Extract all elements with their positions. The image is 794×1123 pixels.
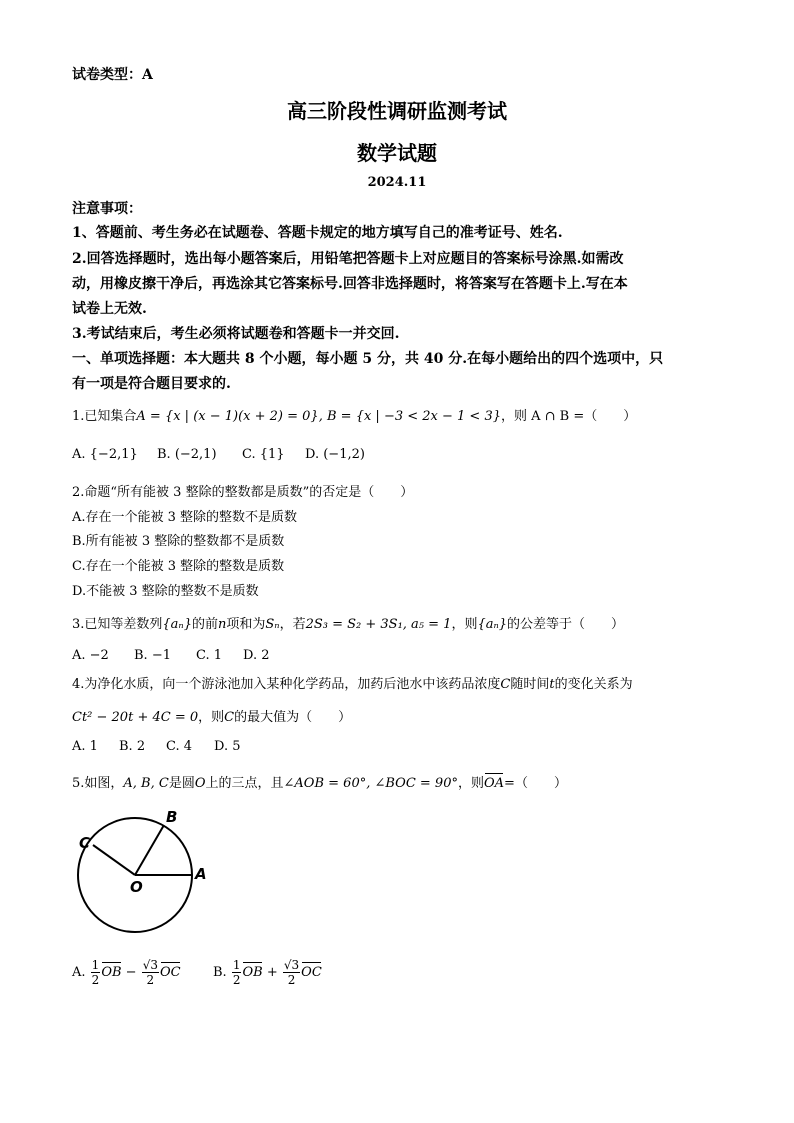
q5-opt-b-frac-2: $\frac{√3}{2}$: [283, 958, 300, 987]
q5-opt-b-label: B.: [213, 965, 227, 980]
q5-vector-oa: OA: [484, 776, 505, 791]
q3-sequence-1: {aₙ}: [162, 617, 192, 632]
note-item-3: 3.考试结束后，考生必须将试题卷和答题卡一并交回.: [72, 326, 400, 342]
q3-option-c: C. 1: [196, 648, 223, 663]
q4-var-c: C: [500, 677, 511, 692]
q1-suffix: ，则 A ∩ B =（ ）: [501, 409, 637, 424]
q1-prefix: 1.已知集合: [72, 409, 137, 424]
q3-sn: Sₙ: [265, 617, 280, 632]
q1-option-c: C. {1}: [242, 447, 285, 462]
label-b: B: [166, 808, 178, 826]
q2-option-b: B.所有能被 3 整除的整数都不是质数: [72, 534, 285, 549]
q5-option-b: [213, 958, 322, 987]
question-1-stem: [72, 405, 636, 424]
q5-opt-a-frac-1: $\frac{1}{2}$: [91, 958, 100, 987]
q5-opt-b-frac-1: $\frac{1}{2}$: [232, 958, 241, 987]
question-4-line-2: [72, 706, 351, 725]
label-o: O: [130, 878, 143, 896]
q5-opt-b-vec-ob: OB: [242, 965, 263, 980]
q2-option-c: C.存在一个能被 3 整除的整数是质数: [72, 559, 285, 574]
label-a: A: [195, 865, 207, 883]
q3-part-2: 的前: [191, 617, 218, 632]
q3-part-1: 3.已知等差数列: [72, 617, 163, 632]
paper-type: 试卷类型：A: [72, 67, 153, 83]
q5-mid-1: 是圆: [168, 776, 195, 791]
q3-option-d: D. 2: [243, 648, 270, 663]
question-3-stem: [72, 613, 624, 632]
q3-option-b: B. −1: [134, 648, 171, 663]
q5-opt-a-sign: −: [125, 965, 137, 980]
q4-line2-suffix: 的最大值为（ ）: [234, 710, 352, 725]
q5-opt-b-vec-oc: OC: [301, 965, 322, 980]
q4-equation: Ct² − 20t + 4C = 0: [72, 710, 199, 725]
q4-line1-suffix: 的变化关系为: [554, 677, 633, 692]
note-item-2-line-3: 试卷上无效.: [72, 301, 147, 317]
note-item-2-line-2: 动，用橡皮擦干净后，再选涂其它答案标号.回答非选择题时，将答案写在答题卡上.写在本: [72, 276, 628, 292]
section-1-line-2: 有一项是符合题目要求的.: [72, 376, 231, 392]
notes-heading: 注意事项：: [72, 201, 142, 217]
q5-angles: ∠AOB = 60°, ∠BOC = 90°: [283, 776, 458, 791]
q1-option-b: B. (−2,1): [157, 447, 217, 462]
q5-opt-a-label: A.: [72, 965, 86, 980]
q5-mid-3: ，则: [457, 776, 484, 791]
q3-part-3: 项和为: [226, 617, 266, 632]
label-c: C: [79, 834, 91, 852]
q4-option-d: D. 5: [214, 739, 241, 754]
question-2-stem: 2.命题“所有能被 3 整除的整数都是质数”的否定是（ ）: [72, 485, 414, 500]
q3-var-n: n: [217, 617, 227, 632]
q5-opt-a-frac-2: $\frac{√3}{2}$: [142, 958, 158, 987]
exam-subtitle: 数学试题: [357, 141, 437, 165]
q4-option-c: C. 4: [166, 739, 193, 754]
q3-option-a: A. −2: [72, 648, 109, 663]
q4-line2-mid: ，则: [198, 710, 225, 725]
question-4-line-1: [72, 673, 633, 692]
q5-prefix: 5.如图，: [72, 776, 124, 791]
q4-option-b: B. 2: [119, 739, 146, 754]
q3-sequence-2: {aₙ}: [477, 617, 508, 632]
exam-title: 高三阶段性调研监测考试: [287, 99, 507, 123]
q5-suffix: =（ ）: [504, 776, 567, 791]
q3-part-6: 的公差等于（ ）: [507, 617, 625, 632]
note-item-2-line-1: 2.回答选择题时，选出每小题答案后，用铅笔把答题卡上对应题目的答案标号涂黑.如需改: [72, 251, 624, 267]
q2-option-d: D.不能被 3 整除的整数不是质数: [72, 584, 259, 599]
q5-opt-a-vec-oc: OC: [160, 965, 181, 980]
segment-oc: [93, 845, 135, 875]
exam-date: 2024.11: [367, 175, 427, 190]
circle-figure: [72, 800, 222, 945]
q1-set-b: , B = {x | −3 < 2x − 1 < 3}: [318, 409, 501, 424]
q2-option-a: A.存在一个能被 3 整除的整数不是质数: [72, 510, 298, 525]
note-item-1: 1、答题前、考生务必在试题卷、答题卡规定的地方填写自己的准考证号、姓名.: [72, 225, 563, 241]
q5-var-o: O: [194, 776, 206, 791]
q3-part-5: ，则: [451, 617, 478, 632]
q5-points: A, B, C: [123, 776, 169, 791]
q5-opt-b-sign: +: [266, 965, 278, 980]
q4-option-a: A. 1: [72, 739, 98, 754]
section-1-line-1: 一、单项选择题：本大题共 8 个小题，每小题 5 分，共 40 分.在每小题给出的四个选项中，只: [72, 351, 664, 367]
q3-part-4: ，若: [279, 617, 306, 632]
q1-set-a: A = {x | (x − 1)(x + 2) = 0}: [136, 409, 319, 424]
segment-ob: [135, 825, 164, 875]
q4-line1-prefix: 4.为净化水质，向一个游泳池加入某种化学药品，加药后池水中该药品浓度: [72, 677, 501, 692]
q1-option-d: D. (−1,2): [305, 447, 365, 462]
q3-condition: 2S₃ = S₂ + 3S₁, a₅ = 1: [305, 617, 452, 632]
q5-mid-2: 上的三点，且: [205, 776, 284, 791]
q5-opt-a-vec-ob: OB: [101, 965, 122, 980]
q4-var-c2: C: [224, 710, 235, 725]
q5-option-a: [72, 958, 181, 987]
question-5-stem: [72, 772, 567, 791]
q4-var-t: t: [549, 677, 555, 692]
q1-option-a: A. {−2,1}: [72, 447, 138, 462]
q4-line1-mid: 随时间: [510, 677, 550, 692]
